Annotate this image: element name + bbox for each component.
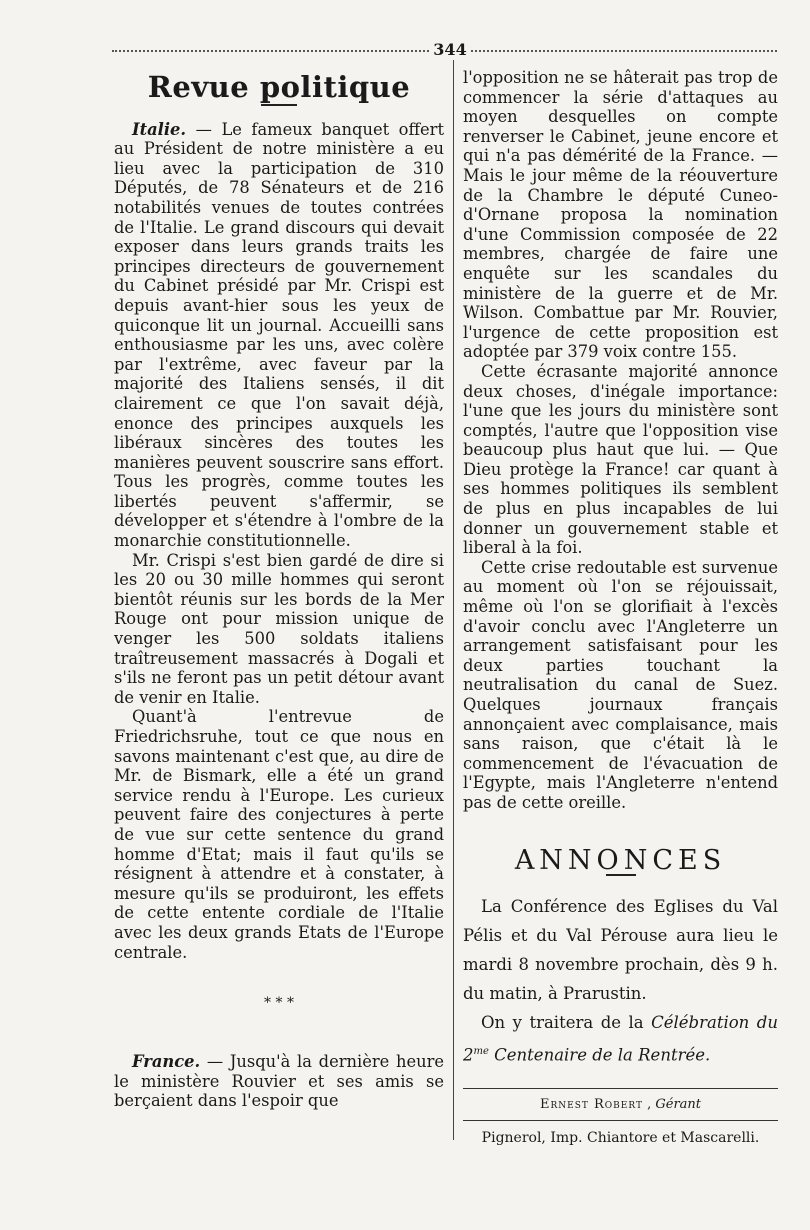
announcements-block	[463, 892, 778, 1070]
france-text-1: — Jusqu'à la dernière heure le ministère Rouvier et ses amis se berçaient dans l'espoir que	[114, 1052, 444, 1111]
footer-rule	[463, 1088, 778, 1089]
italie-paragraph-2: Mr. Crispi s'est bien gardé de dire si les 20 ou 30 mille hommes qui seront bientôt réunis sur les bords de la Mer Rouge ont pour mission unique de venger les 500 soldats italiens traîtreusement massacrés à Dogali et s'ils ne feront pas un petit détour avant de venir en Italie.	[114, 550, 444, 707]
italie-paragraph-1	[114, 120, 444, 551]
gerant-name: Ernest Robert	[539, 1096, 643, 1112]
france-paragraph-3: Cette crise redoutable est survenue au moment où l'on se réjouissait, même où l'on se glorifiait à l'excès d'avoir conclu avec l'Angleterre un arrangement satisfaisant pour les deux parties touchant la neutralisation du canal de Suez. Quelques journaux français annonçaient avec complaisance, mais sans raison, que c'était là le commencement de l'évacuation de l'Egypte, mais l'Angleterre n'entend pas de cette oreille.	[463, 557, 778, 812]
page-number: 344	[430, 40, 470, 59]
right-column	[463, 68, 778, 1149]
announcement-text: On y traitera de la	[481, 1013, 652, 1033]
announcement-superscript: me	[473, 1046, 489, 1058]
column-divider	[453, 60, 454, 1140]
gerant-title: Gérant	[655, 1096, 702, 1112]
announcement-italic-a: Célébration du 2	[463, 1013, 778, 1065]
france-lead: France.	[132, 1052, 201, 1072]
announcement-paragraph-1: La Conférence des Eglises du Val Pélis et du Val Pérouse aura lieu le mardi 8 novembre prochain, dès 9 h. du matin, à Prarustin.	[463, 897, 778, 1004]
italie-paragraph-3: Quant'à l'entrevue de Friedrichsruhe, tout ce que nous en savons maintenant c'est que, au dire de Mr. de Bismark, elle a été un grand service rendu à l'Europe. Les curieux peuvent faire des conjectures à perte de vue sur cette sentence du grand homme d'Etat; mais il faut qu'ils se résignent à attendre et à constater, à mesure qu'ils se produiront, les effets de cette entente cordiale de l'Italie avec les deux grands Etats de l'Europe centrale.	[114, 707, 444, 962]
france-paragraph-1-continued: l'opposition ne se hâterait pas trop de commencer la série d'attaques au moyen desquelles on compte renverser le Cabinet, jeune encore et qui n'a pas démérité de la France. — Mais le jour même de la réouverture de la Chambre le député Cuneo-d'Ornane proposa la nomination d'une Commission composée de 22 membres, chargée de faire une enquête sur les scandales du ministère de la guerre et de Mr. Wilson. Combattue par Mr. Rouvier, l'urgence de cette proposition est adoptée par 379 voix contre 155.	[463, 68, 778, 362]
france-paragraph-1	[114, 1052, 444, 1111]
printer-line: Pignerol, Imp. Chiantore et Mascarelli.	[481, 1130, 760, 1147]
announcement-italic-b: Centenaire de la Rentrée.	[488, 1045, 711, 1065]
announcement-paragraph-2	[463, 1008, 778, 1070]
italie-text-1: — Le fameux banquet offert au Président de notre ministère a eu lieu avec la participation de 310 Députés, de 78 Sénateurs et de 216 notabilités venues de toutes contrées de l'Italie. Le grand discours qui devait exposer dans leurs grands traits les principes directeurs de gouvernement du Cabinet présidé par Mr. Crispi est depuis avant-hier sous les yeux de quiconque lit un journal. Accueilli sans enthousiasme par les uns, avec colère par l'extrême, avec faveur par la majorité des Italiens sensés, il dit clairement ce que l'on savait déjà, enonce des principes auxquels les libéraux sincères des toutes les manières peuvent souscrire sans effort. Tous les progrès, comme toutes les libertés peuvent s'affermir, se développer et s'étendre à l'ombre de la monarchie constitutionnelle.	[114, 119, 444, 551]
france-paragraph-2: Cette écrasante majorité annonce deux choses, d'inégale importance: l'une que les jours du ministère sont comptés, l'autre que l'opposition vise beaucoup plus haut que lui. — Que Dieu protège la France! car quant à ses hommes politiques ils semblent de plus en plus incapables de lui donner un gouvernement stable et liberal à la foi.	[463, 361, 778, 558]
left-column	[114, 68, 444, 1111]
section-heading: Revue politique	[147, 70, 411, 104]
gerant-line	[463, 1095, 778, 1115]
announcements-heading: ANNONCES	[514, 844, 727, 876]
asterism: * * *	[264, 995, 294, 1012]
gerant-separator: ,	[642, 1096, 656, 1112]
italie-lead: Italie.	[132, 119, 187, 139]
footer-rule-2	[463, 1120, 778, 1121]
